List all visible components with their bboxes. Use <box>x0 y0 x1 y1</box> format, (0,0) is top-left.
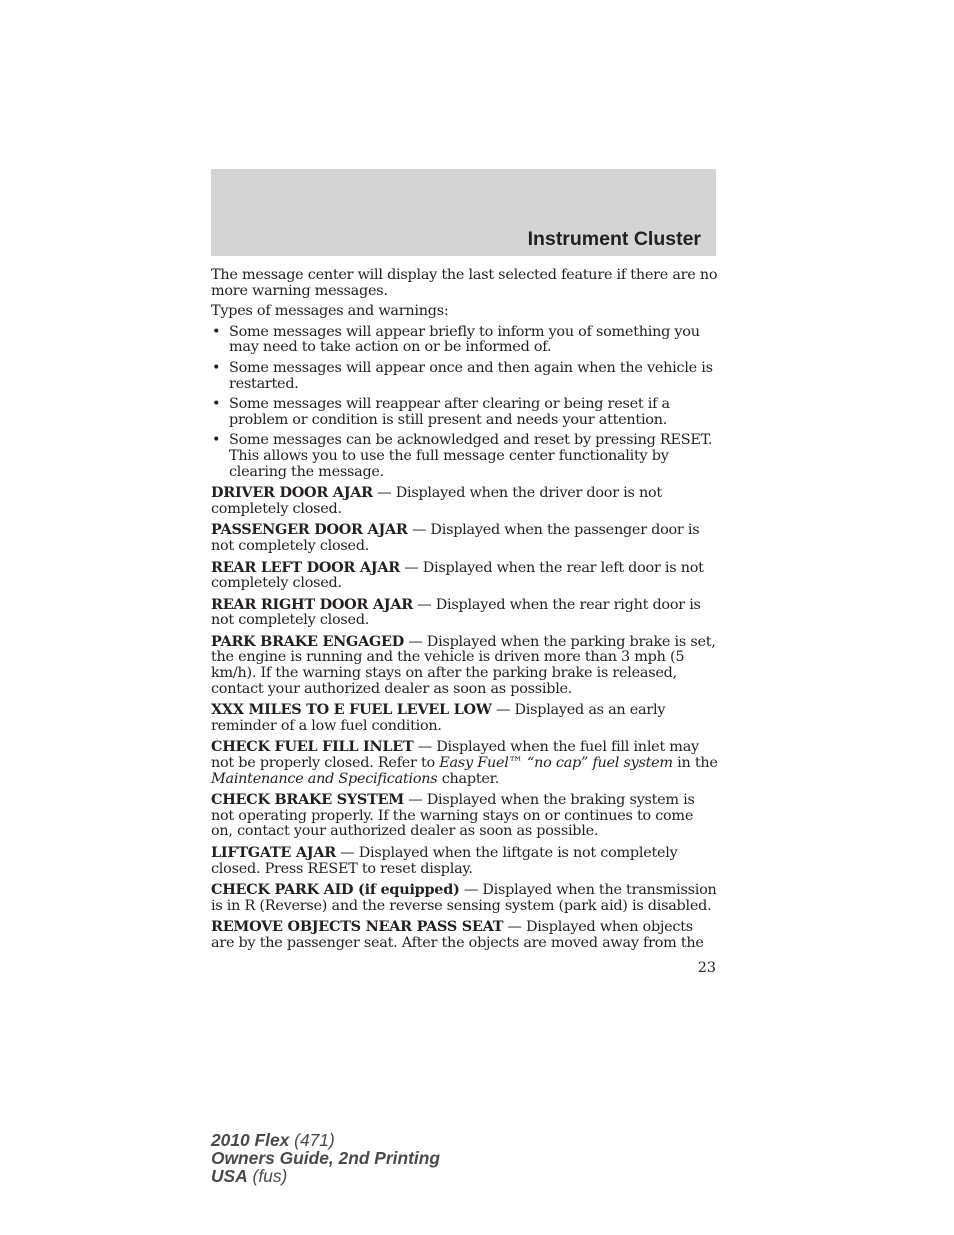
list-item-text: Some messages will reappear after clearing or being reset if a problem or condition is still present and needs your attention. <box>229 396 670 428</box>
list-item <box>211 433 719 480</box>
list-item <box>211 325 719 356</box>
footer-model-line <box>211 1131 440 1149</box>
definition-text: — Displayed when the braking system is not operating properly. If the warning stays on or continues to come on, contact your authorized dealer as soon as possible. <box>211 792 695 840</box>
definition-text: — Displayed when objects are by the passenger seat. After the objects are moved away from the <box>211 919 704 951</box>
document-footer <box>211 1131 440 1186</box>
definition-text: — Displayed when the parking brake is set, the engine is running and the vehicle is driven more than 3 mph (5 km/h). If the warning stays on after the parking brake is released, contact your authorized dealer as soon as possible. <box>211 633 716 697</box>
definition-liftgate-ajar <box>211 845 719 877</box>
footer-market-line <box>211 1167 440 1185</box>
bullet-icon: • <box>212 359 221 376</box>
footer-market-code: (fus) <box>247 1166 288 1187</box>
definition-remove-objects <box>211 919 719 951</box>
definition-text: — Displayed as an early reminder of a low fuel condition. <box>211 702 666 734</box>
page-number: 23 <box>697 960 716 976</box>
definition-text: — Displayed when the transmission is in R (Reverse) and the reverse sensing system (park aid) is disabled. <box>211 882 717 914</box>
bullet-icon: • <box>212 323 221 340</box>
definition-park-brake-engaged <box>211 634 719 697</box>
definition-text: in the <box>672 755 718 772</box>
footer-model-code: (471) <box>289 1130 335 1150</box>
definition-text: — Displayed when the rear left door is not completely closed. <box>211 559 704 592</box>
definition-term: DRIVER DOOR AJAR <box>211 484 373 502</box>
cross-reference: Maintenance and Specifications <box>211 770 438 787</box>
definition-text: — Displayed when the liftgate is not completely closed. Press RESET to reset display. <box>211 845 678 877</box>
section-header-band <box>211 169 716 256</box>
message-type-list <box>211 325 719 480</box>
definition-term: CHECK BRAKE SYSTEM <box>211 791 404 809</box>
list-item-text: Some messages will appear briefly to inform you of something you may need to take action on or be informed of. <box>229 323 700 356</box>
footer-model: 2010 Flex <box>211 1130 290 1150</box>
list-item-text: Some messages can be acknowledged and reset by pressing RESET. This allows you to use the full message center functionality by clearing the message. <box>229 432 713 480</box>
definition-term: PARK BRAKE ENGAGED <box>211 632 405 650</box>
bullet-icon: • <box>212 432 221 449</box>
definition-term: PASSENGER DOOR AJAR <box>211 521 408 539</box>
definition-driver-door-ajar <box>211 485 719 517</box>
definition-text: — Displayed when the rear right door is not completely closed. <box>211 596 701 629</box>
definition-passenger-door-ajar <box>211 522 719 554</box>
cross-reference: Easy Fuel™ “no cap” fuel system <box>439 755 673 772</box>
definition-text: chapter. <box>437 770 500 787</box>
definition-term: REAR LEFT DOOR AJAR <box>211 558 400 576</box>
definition-rear-left-door-ajar <box>211 560 719 592</box>
intro-paragraph: The message center will display the last selected feature if there are no more warning messages. <box>211 267 718 299</box>
definition-check-brake-system <box>211 792 719 840</box>
definition-term: LIFTGATE AJAR <box>211 844 336 861</box>
definition-fuel-level-low <box>211 702 719 734</box>
definition-text: — Displayed when the fuel fill inlet may not be properly closed. Refer to <box>211 739 699 772</box>
definition-term: REMOVE OBJECTS NEAR PASS SEAT <box>211 918 504 936</box>
definition-check-fuel-fill-inlet <box>211 739 719 787</box>
definition-term: CHECK PARK AID (if equipped) <box>211 881 460 899</box>
list-item <box>211 361 719 392</box>
definition-text: — Displayed when the passenger door is not completely closed. <box>211 522 700 554</box>
section-title: Instrument Cluster <box>527 228 701 250</box>
footer-market: USA <box>211 1166 248 1187</box>
bullet-icon: • <box>212 396 221 413</box>
definition-term: CHECK FUEL FILL INLET <box>211 738 414 756</box>
definition-rear-right-door-ajar <box>211 597 719 629</box>
intro-paragraph: Types of messages and warnings: <box>211 303 449 320</box>
list-item-text: Some messages will appear once and then again when the vehicle is restarted. <box>229 359 713 392</box>
page-content <box>211 268 719 957</box>
list-item <box>211 397 719 428</box>
footer-guide: Owners Guide, 2nd Printing <box>211 1148 440 1169</box>
definition-term: XXX MILES TO E FUEL LEVEL LOW <box>211 701 492 719</box>
definition-check-park-aid <box>211 882 719 914</box>
footer-guide-line <box>211 1149 440 1167</box>
definition-term: REAR RIGHT DOOR AJAR <box>211 595 413 613</box>
definition-text: — Displayed when the driver door is not completely closed. <box>211 485 662 517</box>
